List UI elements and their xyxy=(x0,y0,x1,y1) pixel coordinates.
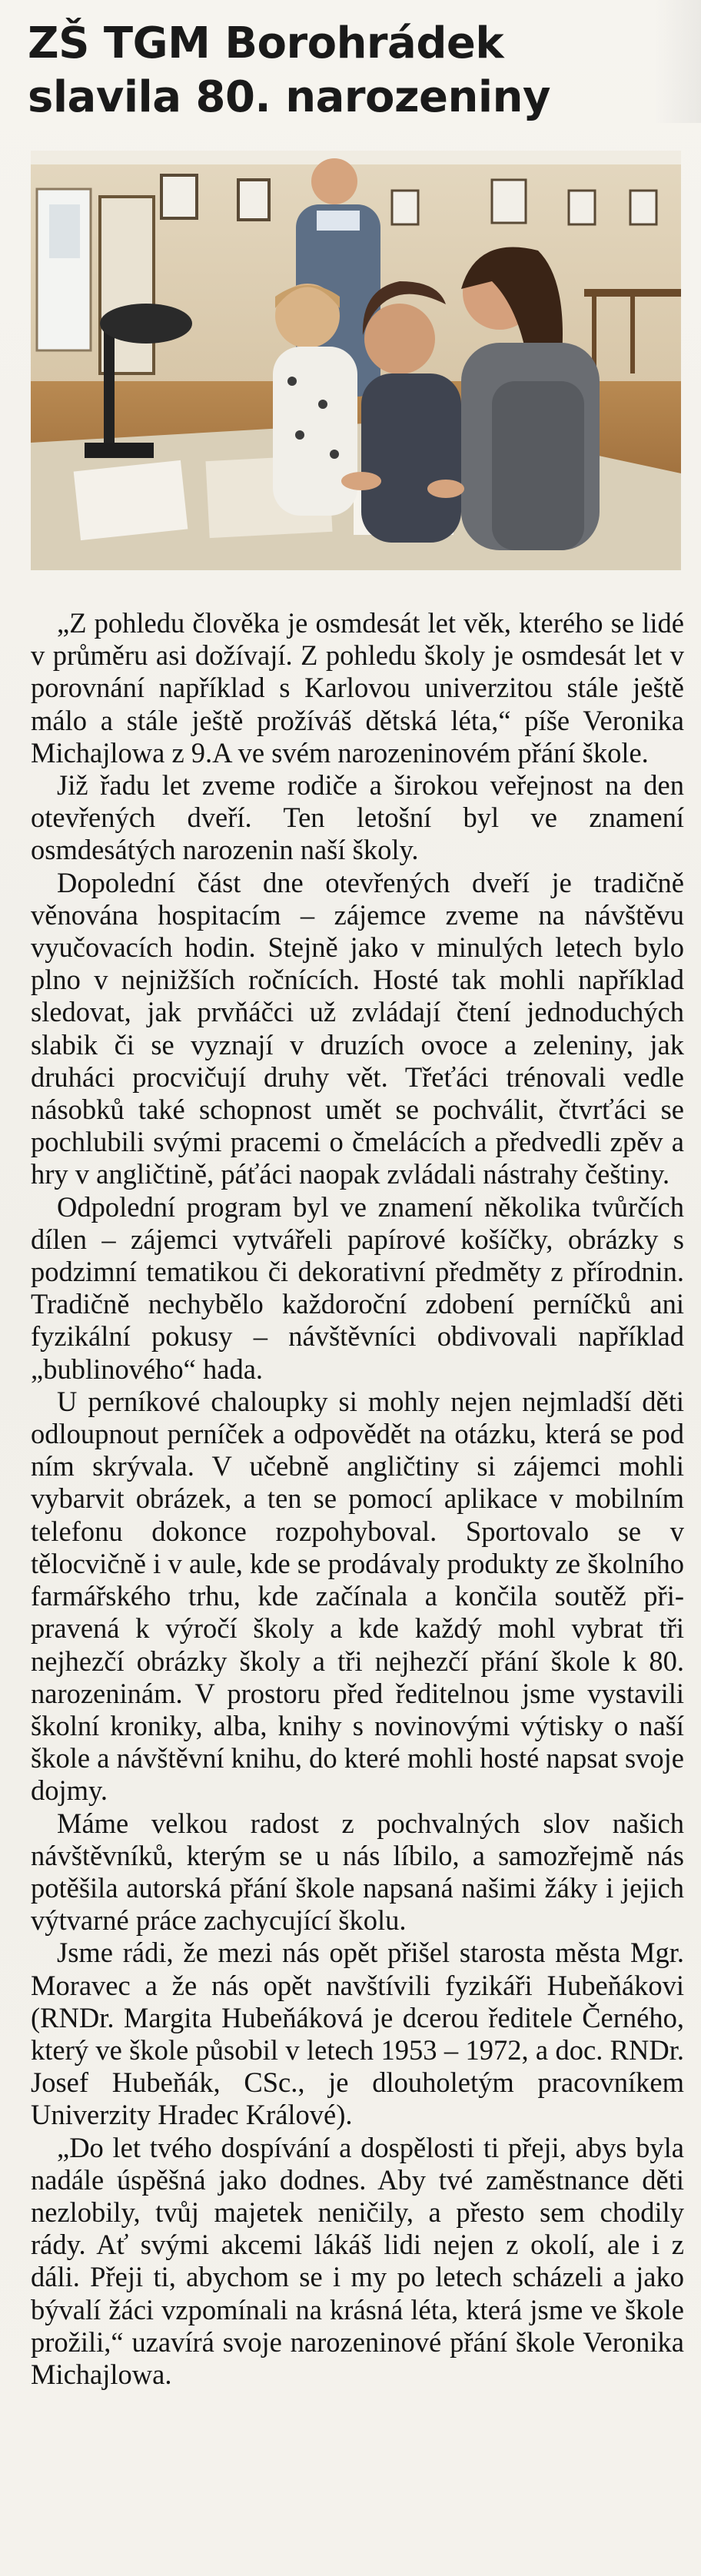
headline-line-1: ZŠ TGM Borohrádek xyxy=(28,18,504,68)
article-photo xyxy=(31,151,681,570)
article-paragraph: „Z pohledu člověka je osmdesát let věk, kterého se lidé v průměru asi dožívají. Z pohledu školy je osmdesát let v porovnání například s Karlovou univerzitou stále ještě málo a stále ještě prožíváš dětská léta,“ píše Veronika Michajlowa z 9.A ve svém narozeninovém přání škole. xyxy=(31,607,684,768)
headline xyxy=(28,17,658,124)
photo-illustration xyxy=(31,151,681,570)
article-paragraph: „Do let tvého dospívání a dospělosti ti přeji, abys byla nadále úspěšná jako dodnes. Aby tvé zaměstnance děti nezlobily, tvůj majetek neničily, a přesto sem chodily rády. Ať svými akcemi lákáš lidi nejen z okolí, ale i z dáli. Přeji ti, abychom se i my po letech scházeli a jako bývalí žáci vzpomínali na krásná léta, která jsme ve škole prožili,“ uzavírá svoje narozeninové přání škole Veronika Michajlowa. xyxy=(31,2131,684,2390)
article-paragraph: Dopolední část dne otevřených dveří je tradičně věnována hospitacím – zájemce zveme na návštěvu vyučovacích hodin. Stejně jako v minulých letech bylo plno v nejnižších ročnících. Hosté tak mohli například sledovat, jak prvňáčci už zvládají čtení jednoduchých slabik či se vyznají v druzích ovoce a zeleniny, jak druháci procvičují druhy vět. Třeťáci trénovali vedle násobků také schopnost umět se pochválit, čtvrťáci se pochlubili svými pracemi o čmelácích a předvedli zpěv a hry v angličtině, páťáci naopak zvládali nástrahy češtiny. xyxy=(31,866,684,1190)
article-body xyxy=(31,607,684,2391)
article-paragraph: U perníkové chaloupky si mohly nejen nejmladší děti odloupnout perníček a odpovědět na otázku, která se pod ním skrývala. V učebně angličtiny si zájemci mohli vybarvit obrázek, a ten se pomocí aplikace v mobilním telefonu dokonce rozpohyboval. Sportovalo se v tělocvičně i v aule, kde se prodávaly produkty ze školního farmářského trhu, kde začínala a končila soutěž připravená k výročí školy a kde každý mohl vybrat tři nejhezčí obrázky školy a tři nejhezčí přání škole k 80. narozeninám. V prostoru před ředitelnou jsme vystavili školní kroniky, alba, knihy s novinovými výtisky o naší škole a návštěvní knihu, do které mohli hosté napsat svoje dojmy. xyxy=(31,1385,684,1807)
headline-line-2: slavila 80. narozeniny xyxy=(28,72,550,122)
page-edge-shadow xyxy=(655,0,701,123)
article-paragraph: Již řadu let zveme rodiče a širokou veřejnost na den otevřených dveří. Ten letošní byl ve znamení osmdesátých narozenin naší školy. xyxy=(31,769,684,866)
article-paragraph: Odpolední program byl ve znamení několika tvůrčích dílen – zájemci vytvářeli papírové košíčky, obrázky s podzimní tematikou či dekorativní předměty z přírodnin. Tradičně nechybělo každoroční zdobení perníčků ani fyzikální pokusy – návštěvníci obdivovali například „bublinového“ hada. xyxy=(31,1190,684,1385)
article-paragraph: Máme velkou radost z pochvalných slov našich návštěvníků, kterým se u nás líbilo, a samozřejmě nás potěšila autorská přání škole napsaná našimi žáky i jejich výtvarné práce zachycující školu. xyxy=(31,1807,684,1937)
article-paragraph: Jsme rádi, že mezi nás opět přišel starosta města Mgr. Moravec a že nás opět navštívili fyzikáři Hubeňákovi (RNDr. Margita Hubeňáková je dcerou ředitele Černého, který ve škole působil v letech 1953 – 1972, a doc. RNDr. Josef Hubeňák, CSc., je dlouholetým pracovníkem Univerzity Hradec Králové). xyxy=(31,1937,684,2131)
